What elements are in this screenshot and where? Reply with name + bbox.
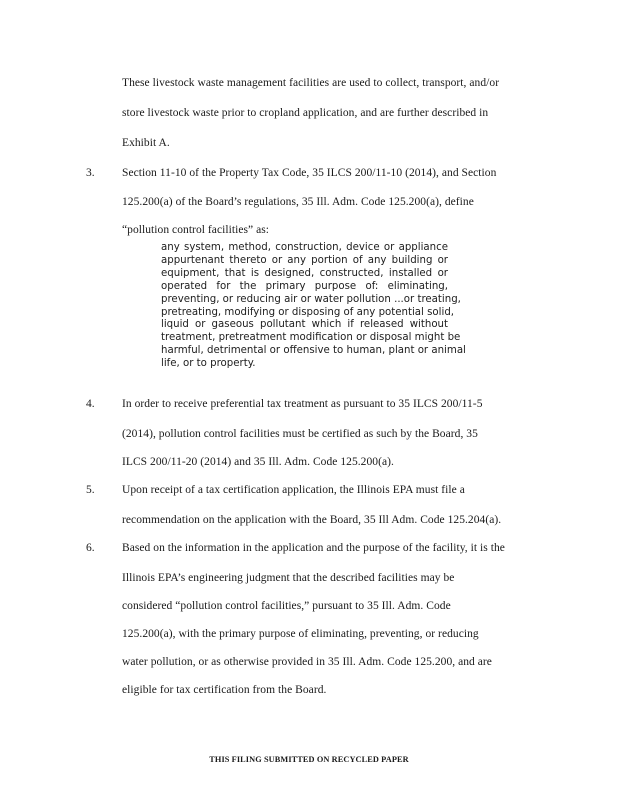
item-3-line-3: “pollution control facilities” as: bbox=[122, 224, 270, 236]
item-6-line-6: eligible for tax certification from the Board. bbox=[122, 684, 327, 696]
item-6-line-4: 125.200(a), with the primary purpose of eliminating, preventing, or reducing bbox=[122, 628, 479, 640]
item-4-line-1: In order to receive preferential tax treatment as pursuant to 35 ILCS 200/11-5 bbox=[122, 398, 483, 410]
item-6-line-5: water pollution, or as otherwise provided in 35 Ill. Adm. Code 125.200, and are bbox=[122, 656, 492, 668]
page-footer: THIS FILING SUBMITTED ON RECYCLED PAPER bbox=[209, 755, 409, 764]
block-quote bbox=[161, 242, 466, 371]
quote-line: appurtenant thereto or any portion of any building or bbox=[161, 254, 448, 266]
quote-line: treatment, pretreatment modification or disposal might be bbox=[161, 332, 461, 344]
item-number-3: 3. bbox=[86, 167, 95, 179]
quote-line: harmful, detrimental or offensive to human, plant or animal bbox=[161, 345, 466, 357]
item-4-line-3: ILCS 200/11-20 (2014) and 35 Ill. Adm. Code 125.200(a). bbox=[122, 456, 394, 468]
intro-line-3: Exhibit A. bbox=[122, 137, 170, 149]
intro-line-2: store livestock waste prior to cropland application, and are further described in bbox=[122, 107, 489, 119]
quote-line: any system, method, construction, device or appliance bbox=[161, 242, 448, 253]
intro-line-1: These livestock waste management facilities are used to collect, transport, and/or bbox=[122, 77, 500, 89]
item-5-line-1: Upon receipt of a tax certification application, the Illinois EPA must file a bbox=[122, 484, 465, 496]
item-4-line-2: (2014), pollution control facilities must be certified as such by the Board, 35 bbox=[122, 428, 478, 440]
quote-line: operated for the primary purpose of: eliminating, bbox=[161, 280, 448, 292]
item-3-line-1: Section 11-10 of the Property Tax Code, 35 ILCS 200/11-10 (2014), and Section bbox=[122, 167, 497, 179]
item-3-line-2: 125.200(a) of the Board’s regulations, 35 Ill. Adm. Code 125.200(a), define bbox=[122, 196, 474, 208]
item-5-line-2: recommendation on the application with the Board, 35 Ill Adm. Code 125.204(a). bbox=[122, 514, 502, 526]
item-number-4: 4. bbox=[86, 398, 95, 410]
item-number-5: 5. bbox=[86, 484, 95, 496]
quote-line: liquid or gaseous pollutant which if released without bbox=[161, 319, 448, 331]
quote-line: equipment, that is designed, constructed, installed or bbox=[161, 267, 448, 279]
item-number-6: 6. bbox=[86, 542, 95, 554]
item-6-line-3: considered “pollution control facilities,” pursuant to 35 Ill. Adm. Code bbox=[122, 600, 451, 612]
quote-line: pretreating, modifying or disposing of any potential solid, bbox=[161, 306, 455, 318]
item-6-line-1: Based on the information in the application and the purpose of the facility, it is the bbox=[122, 542, 505, 554]
item-6-line-2: Illinois EPA’s engineering judgment that the described facilities may be bbox=[122, 572, 455, 584]
quote-line: preventing, or reducing air or water pollution ...or treating, bbox=[161, 293, 461, 305]
quote-line: life, or to property. bbox=[161, 358, 256, 370]
